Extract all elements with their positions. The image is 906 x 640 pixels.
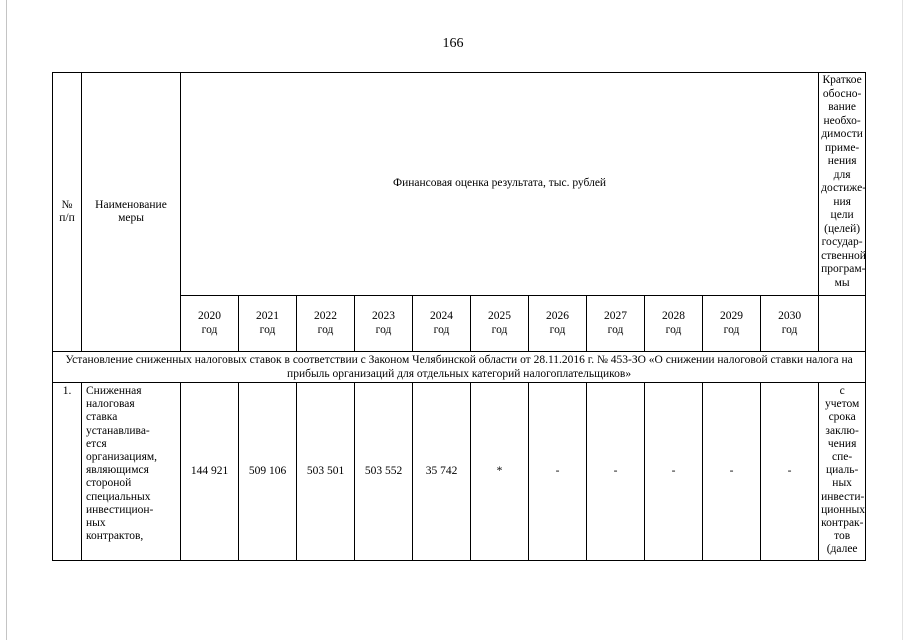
table-row xyxy=(53,383,866,561)
header-year-empty xyxy=(819,296,866,352)
header-year: 2023 год xyxy=(355,296,413,352)
header-row-top xyxy=(53,73,866,296)
header-year: 2029 год xyxy=(703,296,761,352)
section-row xyxy=(53,352,866,383)
header-year: 2030 год xyxy=(761,296,819,352)
header-name: Наименование меры xyxy=(82,73,181,352)
header-year: 2028 год xyxy=(645,296,703,352)
row-justification: с учетом срока заклю- чения спе- циаль- ных инвести- ционных контрак- тов (далее xyxy=(819,383,866,561)
header-year: 2026 год xyxy=(529,296,587,352)
row-measure-name: Сниженная налоговая ставка устанавлива- ется организациям, являющимся стороной специальных инвестицион- ных контрактов, xyxy=(82,383,181,561)
header-year: 2027 год xyxy=(587,296,645,352)
header-justification: Краткое обосно- вание необхо- димости приме- нения для достиже- ния цели (целей) государ- ственной програм- мы xyxy=(819,73,866,296)
row-value: - xyxy=(529,383,587,561)
page-number: 166 xyxy=(442,36,464,51)
row-value: - xyxy=(761,383,819,561)
header-year: 2022 год xyxy=(297,296,355,352)
header-year: 2025 год xyxy=(471,296,529,352)
section-title: Установление сниженных налоговых ставок в соответствии с Законом Челябинской области от 28.11.2016 г. № 453-ЗО «О снижении налоговой ставки налога на прибыль организаций для отдельных категорий налогоплательщиков» xyxy=(53,352,866,383)
row-value: 509 106 xyxy=(239,383,297,561)
row-value: - xyxy=(703,383,761,561)
row-value: * xyxy=(471,383,529,561)
tax-measures-table xyxy=(52,72,866,561)
row-value: 503 552 xyxy=(355,383,413,561)
header-year: 2020 год xyxy=(181,296,239,352)
scan-edge-left xyxy=(6,0,7,640)
scan-edge-right xyxy=(902,0,903,640)
row-value: 503 501 xyxy=(297,383,355,561)
row-value: - xyxy=(645,383,703,561)
header-year: 2021 год xyxy=(239,296,297,352)
row-number: 1. xyxy=(53,383,82,561)
row-value: - xyxy=(587,383,645,561)
header-finance: Финансовая оценка результата, тыс. рублей xyxy=(181,73,819,296)
row-value: 35 742 xyxy=(413,383,471,561)
row-value: 144 921 xyxy=(181,383,239,561)
header-num: № п/п xyxy=(53,73,82,352)
header-year: 2024 год xyxy=(413,296,471,352)
